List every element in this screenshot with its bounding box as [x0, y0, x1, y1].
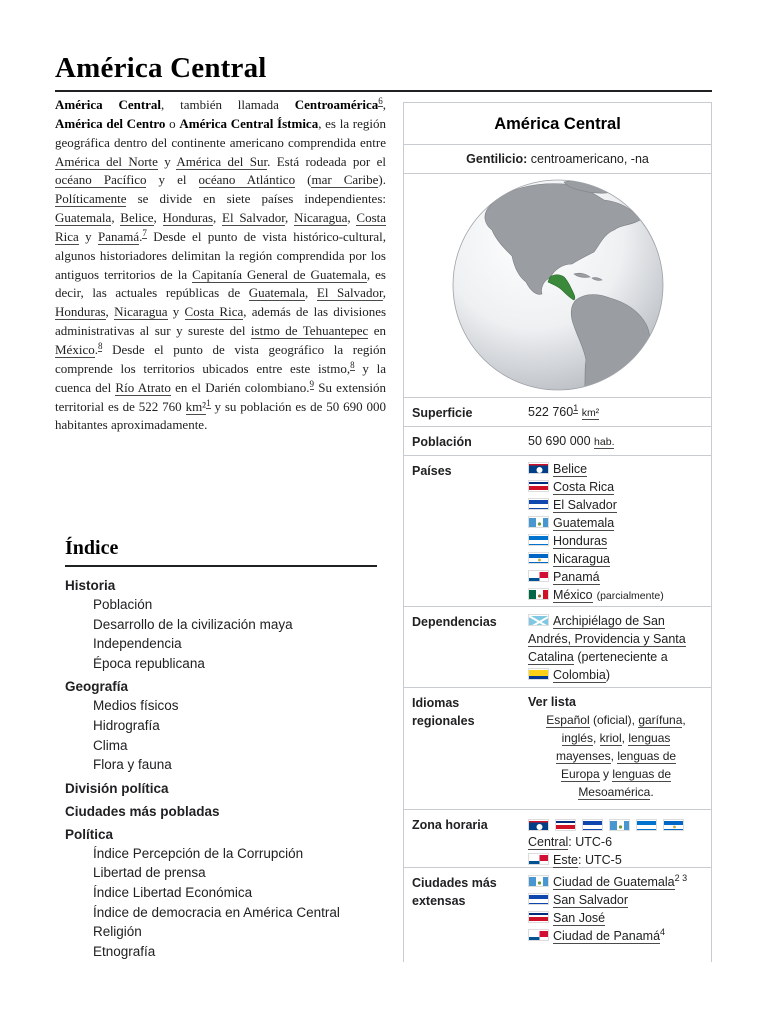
- pais-item: [528, 568, 708, 586]
- toc-subitem-libertad-de-prensa[interactable]: Libertad de prensa: [93, 865, 206, 881]
- toc-title: Índice: [65, 537, 119, 559]
- link-mexico[interactable]: México: [553, 588, 593, 602]
- link-lenguas-europa[interactable]: lenguas de: [617, 749, 677, 763]
- link-politicamente[interactable]: Políticamente: [55, 191, 127, 207]
- link-capitania-general[interactable]: Capitanía General de Guatemala: [192, 266, 367, 282]
- toc-subitem-etnografia[interactable]: Etnografía: [93, 943, 156, 959]
- link-lenguas-mayenses[interactable]: lenguas: [628, 731, 671, 745]
- title-divider: [55, 90, 712, 92]
- costa-rica-flag: [555, 819, 576, 831]
- globe-map-image: [444, 178, 672, 396]
- colombia-flag: [528, 668, 549, 680]
- bold-term: América Central Ístmica: [179, 115, 319, 131]
- zona-horaria-value: Central: UTC-6 Este: UTC-5: [528, 817, 708, 869]
- reference-8[interactable]: 8: [97, 340, 103, 351]
- ciudad-item: [528, 927, 708, 945]
- link-honduras[interactable]: Honduras: [162, 210, 214, 226]
- link-el-salvador[interactable]: El Salvador: [553, 498, 617, 512]
- pais-item: [528, 586, 708, 604]
- link-san-jose[interactable]: San José: [553, 911, 606, 925]
- dependencias-value: Archipiélago de San Andrés, Providencia y Santa Catalina (perteneciente a Colombia): [528, 614, 686, 682]
- link-san-andres[interactable]: Andrés, Providencia y Santa: [528, 632, 686, 646]
- link-nicaragua[interactable]: Nicaragua: [294, 210, 348, 226]
- link-guatemala[interactable]: Guatemala: [55, 210, 112, 226]
- toc-subitem-indice-percepcion-de-la-corrupcion[interactable]: Índice Percepción de la Corrupción: [93, 845, 304, 861]
- globe-map[interactable]: [404, 174, 711, 398]
- link-san-andres[interactable]: Catalina: [528, 650, 574, 664]
- link-nicaragua[interactable]: Nicaragua: [114, 304, 168, 320]
- link-costa-rica[interactable]: Costa Rica: [184, 304, 244, 320]
- link-belice[interactable]: Belice: [120, 210, 154, 226]
- toc-item-division-politica[interactable]: División política: [65, 780, 169, 796]
- gentilicio-value: centroamericano, -na: [527, 152, 649, 166]
- panama-flag: [528, 853, 549, 865]
- pais-item: [528, 478, 708, 496]
- gentilicio-label: Gentilicio:: [466, 152, 528, 166]
- reference-1[interactable]: 1: [206, 397, 211, 408]
- link-ciudad-de-panama[interactable]: Ciudad de Panamá: [553, 929, 661, 943]
- gentilicio-row: [404, 145, 711, 174]
- poblacion-row: [404, 427, 711, 456]
- toc-item-ciudades-mas-pobladas[interactable]: Ciudades más pobladas: [65, 803, 220, 819]
- link-mexico[interactable]: México: [55, 341, 95, 357]
- honduras-flag: [528, 534, 549, 546]
- link-guatemala[interactable]: Guatemala: [248, 285, 306, 301]
- link-zona-este[interactable]: Este: [553, 853, 579, 867]
- guatemala-flag: [609, 819, 630, 831]
- superficie-value: 522 760$^1$ km²: [528, 403, 600, 419]
- belize-flag: [528, 819, 549, 831]
- pais-item: [528, 496, 708, 514]
- reference[interactable]: 4: [660, 927, 666, 937]
- idiomas-value: Ver lista Español (oficial), garífuna, inglés, kriol, lenguas mayenses, lenguas de Europa y lenguas de Mesoamérica.: [528, 693, 708, 801]
- mexico-note: (parcialmente): [596, 590, 664, 602]
- toc-item-historia[interactable]: Historia: [65, 578, 116, 593]
- ciudades-list: [528, 873, 708, 945]
- toc-subitem-poblacion[interactable]: Población: [93, 597, 153, 612]
- link-honduras[interactable]: Honduras: [55, 304, 106, 320]
- honduras-flag: [636, 819, 657, 831]
- poblacion-value: 50 690 000 hab.: [528, 434, 615, 448]
- link-lenguas-europa[interactable]: Europa: [560, 767, 600, 781]
- idiomas-row: [404, 688, 711, 810]
- link-zona-central[interactable]: Central: [528, 835, 569, 849]
- link-panama[interactable]: Panamá: [98, 228, 140, 244]
- reference-9[interactable]: 9: [309, 378, 314, 389]
- zona-horaria-row: [404, 810, 711, 868]
- reference-8[interactable]: 8: [350, 359, 355, 370]
- link-el-salvador[interactable]: El Salvador: [222, 210, 286, 226]
- idiomas-label: Idiomas regionales: [412, 696, 475, 728]
- table-of-contents: [65, 572, 385, 961]
- toc-subitem-independencia[interactable]: Independencia: [93, 636, 182, 652]
- link-kriol[interactable]: kriol: [599, 731, 622, 745]
- pais-item: [528, 460, 708, 478]
- toc-subitem-desarrollo-de-la-civilizacion-maya[interactable]: Desarrollo de la civilización maya: [93, 616, 293, 632]
- zona-horaria-label: Zona horaria: [412, 818, 488, 832]
- ciudad-item: [528, 909, 708, 927]
- el-salvador-flag: [582, 819, 603, 831]
- toc-subitem-medios-fisicos[interactable]: Medios físicos: [93, 698, 179, 714]
- idiomas-header: Ver lista: [528, 695, 576, 709]
- ciudades-row: [404, 868, 711, 958]
- toc-subitem-indice-de-democracia-en-america-central[interactable]: Índice de democracia en América Central: [93, 904, 340, 920]
- toc-subitem-clima[interactable]: Clima: [93, 737, 128, 753]
- link-oceano-pacifico[interactable]: océano Pacífico: [55, 172, 147, 188]
- link-oceano-atlantico[interactable]: océano Atlántico: [198, 172, 296, 188]
- ciudades-label: Ciudades más extensas: [412, 876, 497, 908]
- link-america-del-sur[interactable]: América del Sur: [176, 153, 268, 169]
- superficie-label: Superficie: [412, 406, 473, 420]
- pais-item: [528, 550, 708, 568]
- dependencias-row: [404, 607, 711, 688]
- link-america-del-norte[interactable]: América del Norte: [55, 153, 158, 169]
- toc-subitem-epoca-republicana[interactable]: Época republicana: [93, 655, 205, 671]
- link-ingles[interactable]: inglés: [561, 731, 593, 745]
- guatemala-flag: [528, 875, 549, 887]
- paises-label: Países: [412, 464, 452, 478]
- link-lenguas-mesoamerica[interactable]: Mesoamérica: [578, 785, 651, 799]
- link-istmo-tehuantepec[interactable]: istmo de Tehuantepec: [250, 323, 369, 339]
- belize-flag: [528, 462, 549, 474]
- bold-term: Centroamérica: [294, 97, 379, 112]
- infobox: [403, 102, 712, 962]
- panama-flag: [528, 570, 549, 582]
- superficie-row: [404, 398, 711, 427]
- link-lenguas-mesoamerica[interactable]: lenguas de: [612, 767, 672, 781]
- link-el-salvador[interactable]: El Salvador: [316, 285, 383, 301]
- reference-6[interactable]: 6: [378, 96, 383, 106]
- paises-list: [528, 460, 708, 604]
- link-espanol[interactable]: Español: [546, 713, 590, 727]
- toc-subitem-hidrografia[interactable]: Hidrografía: [93, 717, 160, 733]
- costa-rica-flag: [528, 480, 549, 492]
- link-honduras[interactable]: Honduras: [553, 534, 608, 548]
- costa-rica-flag: [528, 911, 549, 923]
- pais-item: [528, 514, 708, 532]
- link-colombia[interactable]: Colombia: [553, 668, 606, 682]
- link-habitantes[interactable]: hab.: [594, 436, 615, 448]
- el-salvador-flag: [528, 893, 549, 905]
- nicaragua-flag: [663, 819, 684, 831]
- reference[interactable]: 2 3: [674, 873, 688, 883]
- infobox-title: América Central: [404, 103, 711, 145]
- ciudad-item: [528, 873, 708, 891]
- bold-term: América Central: [55, 97, 162, 112]
- guatemala-flag: [528, 516, 549, 528]
- link-mar-caribe[interactable]: mar Caribe: [311, 172, 379, 188]
- toc-subitem-indice-libertad-economica[interactable]: Índice Libertad Económica: [93, 884, 253, 900]
- link-nicaragua[interactable]: Nicaragua: [553, 552, 610, 566]
- link-panama[interactable]: Panamá: [553, 570, 600, 584]
- paises-row: [404, 456, 711, 607]
- reference-7[interactable]: 7: [142, 227, 147, 238]
- toc-subitem-flora-y-fauna[interactable]: Flora y fauna: [93, 757, 172, 773]
- link-costa-rica[interactable]: Costa Rica: [553, 480, 615, 494]
- link-costa-rica[interactable]: Costa Rica: [55, 210, 387, 244]
- mexico-flag: [528, 588, 549, 600]
- toc-divider: [65, 565, 377, 567]
- link-ciudad-de-guatemala[interactable]: Ciudad de Guatemala: [553, 875, 675, 889]
- nicaragua-flag: [528, 552, 549, 564]
- link-guatemala[interactable]: Guatemala: [553, 516, 615, 530]
- bold-term: América del Centro: [55, 115, 166, 131]
- toc-item-geografia[interactable]: Geografía: [65, 679, 129, 695]
- reference-1[interactable]: 1: [573, 403, 579, 413]
- link-km2[interactable]: km²: [185, 398, 207, 414]
- poblacion-label: Población: [412, 435, 472, 449]
- ciudad-item: [528, 891, 708, 909]
- toc-item-politica[interactable]: Política: [65, 826, 114, 842]
- el-salvador-flag: [528, 498, 549, 510]
- intro-paragraph: América Central, también llamada Centroamérica$^6$, América del Centro o América Central Ístmica, es la región geográfica dentro del continente americano comprendida entre América del Norte y América del Sur. Está rodeada por el océano Pacífico y el océano Atlántico (mar Caribe). Políticamente se divide en siete países independientes: Guatemala, Belice, Honduras, El Salvador, Nicaragua, Costa Rica y Panamá.$^7$ Desde el punto de vista histórico-cultural, algunos historiadores delimitan la región comprendida por los antiguos territorios de la Capitanía General de Guatemala, es decir, las actuales repúblicas de Guatemala, El Salvador, Honduras, Nicaragua y Costa Rica, además de las divisiones administrativas al sur y sureste del istmo de Tehuantepec en México.$^8$ Desde el punto de vista geográfico la región comprende los territorios ubicados entre este istmo,$^8$ y la cuenca del Río Atrato en el Darién colombiano.$^9$ Su extensión territorial es de 522 760 km²$^1$ y su población es de 50 690 000 habitantes aproximadamente.: [55, 96, 387, 433]
- san-andres-flag: [528, 614, 549, 626]
- link-belice[interactable]: Belice: [553, 462, 588, 476]
- link-km2[interactable]: km²: [581, 407, 600, 419]
- toc-subitem-religion[interactable]: Religión: [93, 924, 142, 940]
- link-san-salvador[interactable]: San Salvador: [553, 893, 629, 907]
- pais-item: [528, 532, 708, 550]
- link-san-andres[interactable]: Archipiélago de San: [553, 614, 665, 628]
- dependencias-label: Dependencias: [412, 615, 497, 629]
- link-rio-atrato[interactable]: Río Atrato: [115, 379, 171, 395]
- panama-flag: [528, 929, 549, 941]
- link-lenguas-mayenses[interactable]: mayenses: [555, 749, 611, 763]
- link-garifuna[interactable]: garífuna: [638, 713, 683, 727]
- page-title: América Central: [55, 52, 267, 84]
